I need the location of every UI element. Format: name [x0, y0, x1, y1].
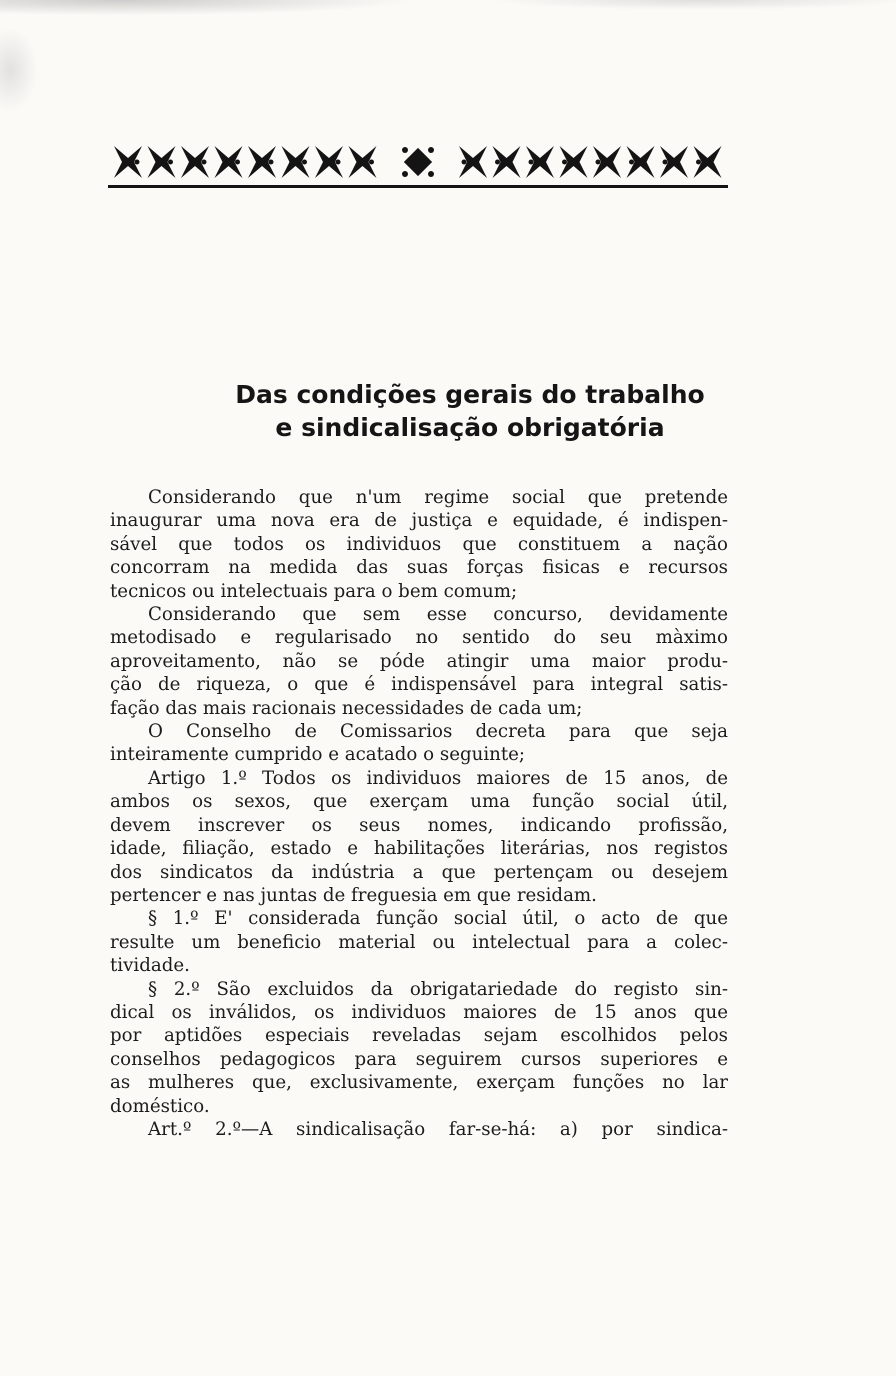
text-line: O Conselho de Comissarios decreta para que seja — [148, 721, 728, 743]
text-line: tividade. — [110, 955, 190, 977]
text-line: resulte um beneficio material ou intelectual para a colec- — [110, 931, 728, 953]
text-line: devem inscrever os seus nomes, indicando profissão, — [110, 814, 728, 836]
text-line: conselhos pedagogicos para seguirem cursos superiores e — [110, 1048, 728, 1070]
text-line: Art.º 2.º—A sindicalisação far-se-há: a) por sindica- — [148, 1118, 728, 1140]
text-line: dical os inválidos, os individuos maiores de 15 anos que — [110, 1001, 728, 1023]
text-line: sável que todos os individuos que constituem a nação — [110, 533, 728, 555]
text-line: ção de riqueza, o que é indispensável para integral satis- — [110, 674, 728, 696]
text-line: fação das mais racionais necessidades de cada um; — [110, 697, 583, 719]
text-line: as mulheres que, exclusivamente, exerçam funções no lar — [110, 1072, 728, 1094]
page-edge-speckle — [0, 0, 896, 130]
section-title — [150, 378, 790, 444]
text-line: doméstico. — [110, 1095, 210, 1117]
text-line: dos sindicatos da indústria a que pertençam ou desejem — [110, 861, 728, 883]
text-line: aproveitamento, não se póde atingir uma maior produ- — [110, 650, 728, 672]
text-line: Considerando que sem esse concurso, devidamente — [148, 604, 728, 626]
text-line: inteiramente cumprido e acatado o seguinte; — [110, 744, 526, 766]
text-line: § 1.º E' considerada função social útil, o acto de que — [148, 908, 728, 930]
text-line: metodisado e regularisado no sentido do seu màximo — [110, 627, 728, 649]
text-line: Considerando que n'um regime social que pretende — [148, 487, 728, 508]
body-text — [110, 486, 728, 1141]
text-line: ambos os sexos, que exerçam uma função social útil, — [110, 791, 728, 813]
text-line: inaugurar uma nova era de justiça e equidade, é indispen- — [110, 510, 728, 532]
text-line: tecnicos ou intelectuais para o bem comum; — [110, 580, 518, 602]
text-line: § 2.º São excluidos da obrigatariedade do registo sin- — [148, 978, 728, 1000]
title-line-2: e sindicalisação obrigatória — [275, 413, 665, 442]
text-line: Artigo 1.º Todos os individuos maiores de 15 anos, de — [148, 767, 728, 789]
border-ornament — [108, 136, 728, 192]
title-line-1: Das condições gerais do trabalho — [235, 380, 705, 409]
text-line: por aptidões especiais reveladas sejam escolhidos pelos — [110, 1025, 728, 1047]
text-line: concorram na medida das suas forças fisicas e recursos — [110, 557, 728, 579]
text-line: pertencer e nas juntas de freguesia em que residam. — [110, 884, 597, 906]
text-line: idade, filiação, estado e habilitações literárias, nos registos — [110, 838, 728, 860]
